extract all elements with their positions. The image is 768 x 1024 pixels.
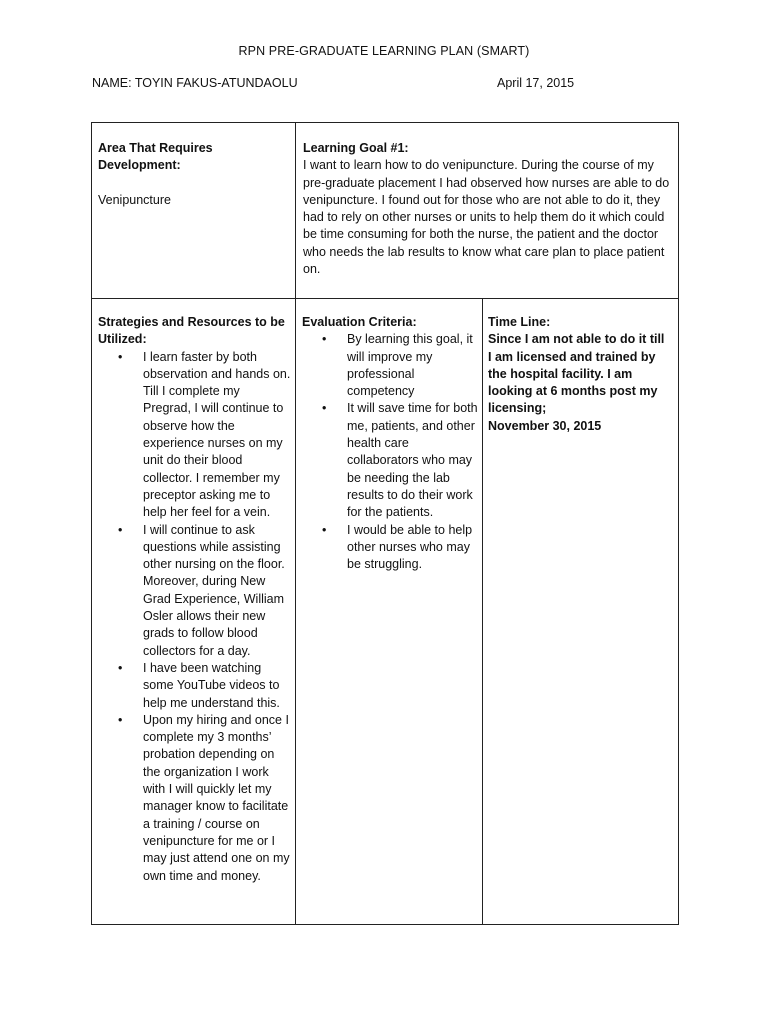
list-item: • By learning this goal, it will improve my professional competency	[322, 332, 473, 399]
evaluation-list	[302, 331, 482, 573]
bullet-icon: •	[322, 401, 327, 416]
area-cell	[98, 140, 288, 209]
list-item: • I have been watching some YouTube videos to help me understand this.	[118, 660, 280, 710]
bullet-icon: •	[118, 522, 123, 537]
evaluation-heading: Evaluation Criteria:	[302, 315, 417, 329]
timeline-cell	[488, 314, 670, 435]
column-divider	[482, 299, 483, 924]
list-item: • I will continue to ask questions while assisting other nursing on the floor. Moreover, during New Grad Experience, William Osler allows their new grads to follow blood collectors for a day.	[118, 522, 285, 658]
timeline-deadline: November 30, 2015	[488, 418, 602, 433]
timeline-text: Since I am not able to do it till I am licensed and trained by the hospital facility. I am looking at 6 months post my licensing;	[488, 332, 665, 416]
list-item: • I would be able to help other nurses who may be struggling.	[322, 522, 473, 572]
student-name: NAME: TOYIN FAKUS-ATUNDAOLU	[92, 76, 298, 90]
goal-cell	[303, 140, 673, 278]
bullet-icon: •	[322, 332, 327, 347]
strategies-heading: Strategies and Resources to be Utilized:	[98, 315, 285, 347]
area-value: Venipuncture	[98, 192, 171, 207]
area-heading: Area That Requires Development:	[98, 141, 213, 173]
timeline-heading: Time Line:	[488, 315, 551, 329]
table-row-details	[92, 299, 678, 924]
strategies-list	[98, 349, 291, 885]
column-divider	[295, 123, 296, 298]
goal-heading: Learning Goal #1:	[303, 141, 409, 155]
list-item: • It will save time for both me, patients, and other health care collaborators who may be needing the lab results to do their work for the patients.	[322, 401, 478, 520]
list-item: • I learn faster by both observation and hands on. Till I complete my Pregrad, I will continue to observe how the experience nurses on my unit do their blood collector. I remember my preceptor asking me to help her feel for a vein.	[118, 349, 291, 520]
document-title: RPN PRE-GRADUATE LEARNING PLAN (SMART)	[238, 44, 530, 58]
bullet-icon: •	[118, 349, 123, 364]
bullet-icon: •	[118, 660, 123, 675]
document-date: April 17, 2015	[497, 76, 575, 90]
table-row-goal	[92, 123, 678, 299]
learning-plan-table	[91, 122, 679, 925]
column-divider	[295, 299, 296, 924]
list-item: • Upon my hiring and once I complete my 3 months’ probation depending on the organization I work with I will quickly let my manager know to facilitate a training / course on venipuncture for me or I may just attend one on my own time and money.	[118, 712, 290, 883]
bullet-icon: •	[118, 712, 123, 727]
bullet-icon: •	[322, 522, 327, 537]
strategies-cell	[98, 314, 291, 885]
goal-text: I want to learn how to do venipuncture. During the course of my pre-graduate placement I had observed how nurses are able to do venipuncture. I found out for those who are not able to do it, they had to rely on other nurses or units to help them do it which could be time consuming for both the nurse, the patient and the doctor who needs the lab results to know what care plan to place patient on.	[303, 158, 670, 277]
evaluation-cell	[302, 314, 482, 573]
